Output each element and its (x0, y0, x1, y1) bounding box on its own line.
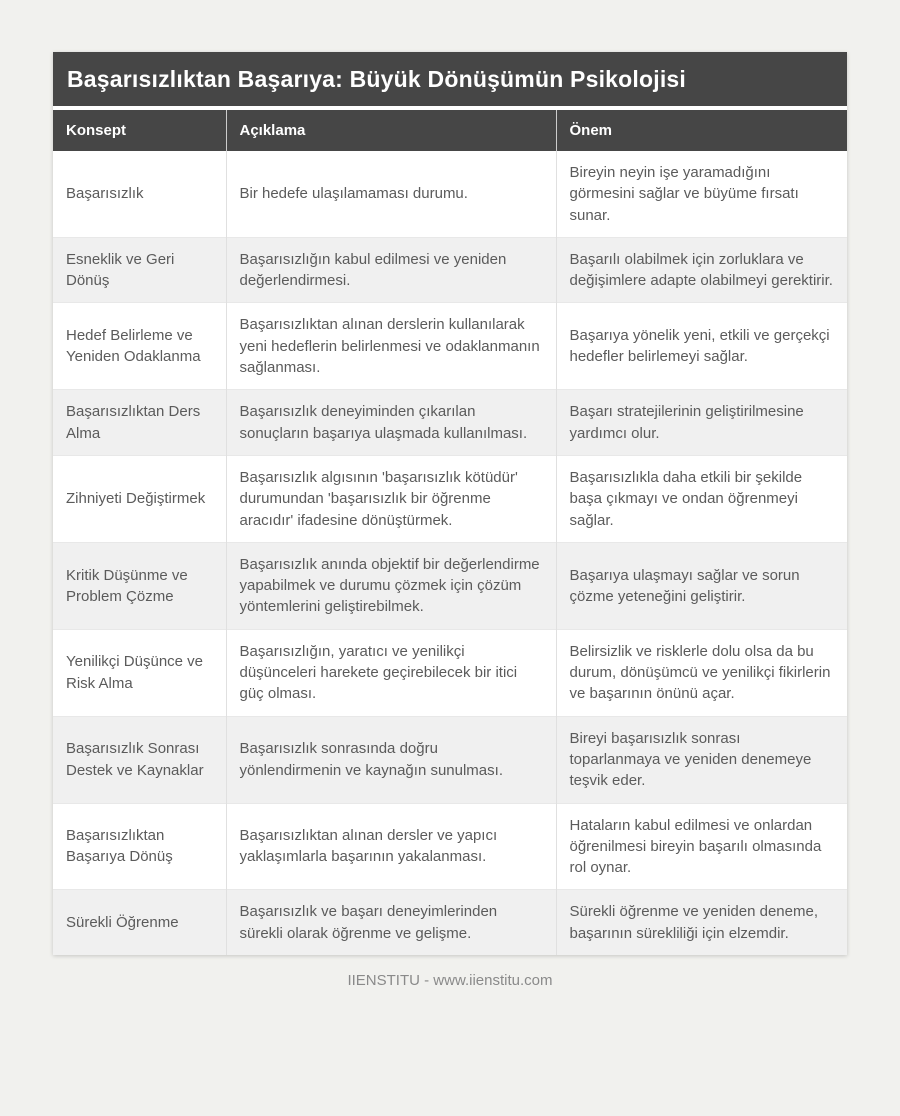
table-row (53, 151, 847, 237)
cell-konsept: Sürekli Öğrenme (53, 890, 226, 955)
cell-onem: Sürekli öğrenme ve yeniden deneme, başarının sürekliliği için elzemdir. (556, 890, 847, 955)
header-row (53, 110, 847, 151)
cell-aciklama: Başarısızlık deneyiminden çıkarılan sonuçların başarıya ulaşmada kullanılması. (226, 390, 556, 456)
table-header (53, 110, 847, 151)
table-row (53, 803, 847, 890)
cell-aciklama: Başarısızlık sonrasında doğru yönlendirmenin ve kaynağın sunulması. (226, 716, 556, 803)
cell-konsept: Zihniyeti Değiştirmek (53, 455, 226, 542)
cell-konsept: Kritik Düşünme ve Problem Çözme (53, 542, 226, 629)
cell-aciklama: Başarısızlığın, yaratıcı ve yenilikçi düşünceleri harekete geçirebilecek bir itici güç olması. (226, 629, 556, 716)
cell-onem: Başarı stratejilerinin geliştirilmesine yardımcı olur. (556, 390, 847, 456)
table-body (53, 151, 847, 955)
table-row (53, 542, 847, 629)
cell-onem: Hataların kabul edilmesi ve onlardan öğrenilmesi bireyin başarılı olmasında rol oynar. (556, 803, 847, 890)
column-header-konsept: Konsept (53, 110, 226, 151)
footer-credit: IIENSTITU - www.iienstitu.com (347, 972, 553, 990)
cell-onem: Belirsizlik ve risklerle dolu olsa da bu durum, dönüşümcü ve yenilikçi fikirlerin ve başarının önünü açar. (556, 629, 847, 716)
cell-aciklama: Başarısızlık anında objektif bir değerlendirme yapabilmek ve durumu çözmek için çözüm yöntemlerini geliştirebilmek. (226, 542, 556, 629)
cell-konsept: Yenilikçi Düşünce ve Risk Alma (53, 629, 226, 716)
cell-konsept: Başarısızlıktan Başarıya Dönüş (53, 803, 226, 890)
column-header-onem: Önem (556, 110, 847, 151)
table-row (53, 716, 847, 803)
cell-konsept: Hedef Belirleme ve Yeniden Odaklanma (53, 303, 226, 390)
page (0, 52, 900, 1116)
cell-onem: Bireyin neyin işe yaramadığını görmesini sağlar ve büyüme fırsatı sunar. (556, 151, 847, 237)
cell-aciklama: Başarısızlık algısının 'başarısızlık kötüdür' durumundan 'başarısızlık bir öğrenme aracıdır' ifadesine dönüştürmek. (226, 455, 556, 542)
cell-konsept: Başarısızlık (53, 151, 226, 237)
table-row (53, 890, 847, 955)
column-header-aciklama: Açıklama (226, 110, 556, 151)
cell-aciklama: Başarısızlıktan alınan dersler ve yapıcı yaklaşımlarla başarının yakalanması. (226, 803, 556, 890)
cell-konsept: Başarısızlıktan Ders Alma (53, 390, 226, 456)
cell-aciklama: Başarısızlıktan alınan derslerin kullanılarak yeni hedeflerin belirlenmesi ve odaklanmanın sağlanması. (226, 303, 556, 390)
cell-onem: Başarıya yönelik yeni, etkili ve gerçekçi hedefler belirlemeyi sağlar. (556, 303, 847, 390)
cell-aciklama: Başarısızlık ve başarı deneyimlerinden sürekli olarak öğrenme ve gelişme. (226, 890, 556, 955)
title-bar (53, 52, 847, 106)
table-row (53, 629, 847, 716)
concepts-table (53, 110, 847, 955)
table-row (53, 237, 847, 303)
table-row (53, 390, 847, 456)
cell-konsept: Esneklik ve Geri Dönüş (53, 237, 226, 303)
cell-onem: Başarıya ulaşmayı sağlar ve sorun çözme yeteneğini geliştirir. (556, 542, 847, 629)
cell-onem: Bireyi başarısızlık sonrası toparlanmaya ve yeniden denemeye teşvik eder. (556, 716, 847, 803)
cell-aciklama: Bir hedefe ulaşılamaması durumu. (226, 151, 556, 237)
page-title: Başarısızlıktan Başarıya: Büyük Dönüşümün Psikolojisi (67, 65, 687, 92)
cell-onem: Başarılı olabilmek için zorluklara ve değişimlere adapte olabilmeyi gerektirir. (556, 237, 847, 303)
cell-aciklama: Başarısızlığın kabul edilmesi ve yeniden değerlendirmesi. (226, 237, 556, 303)
table-row (53, 455, 847, 542)
cell-konsept: Başarısızlık Sonrası Destek ve Kaynaklar (53, 716, 226, 803)
cell-onem: Başarısızlıkla daha etkili bir şekilde başa çıkmayı ve ondan öğrenmeyi sağlar. (556, 455, 847, 542)
infographic-card (53, 52, 847, 955)
table-row (53, 303, 847, 390)
